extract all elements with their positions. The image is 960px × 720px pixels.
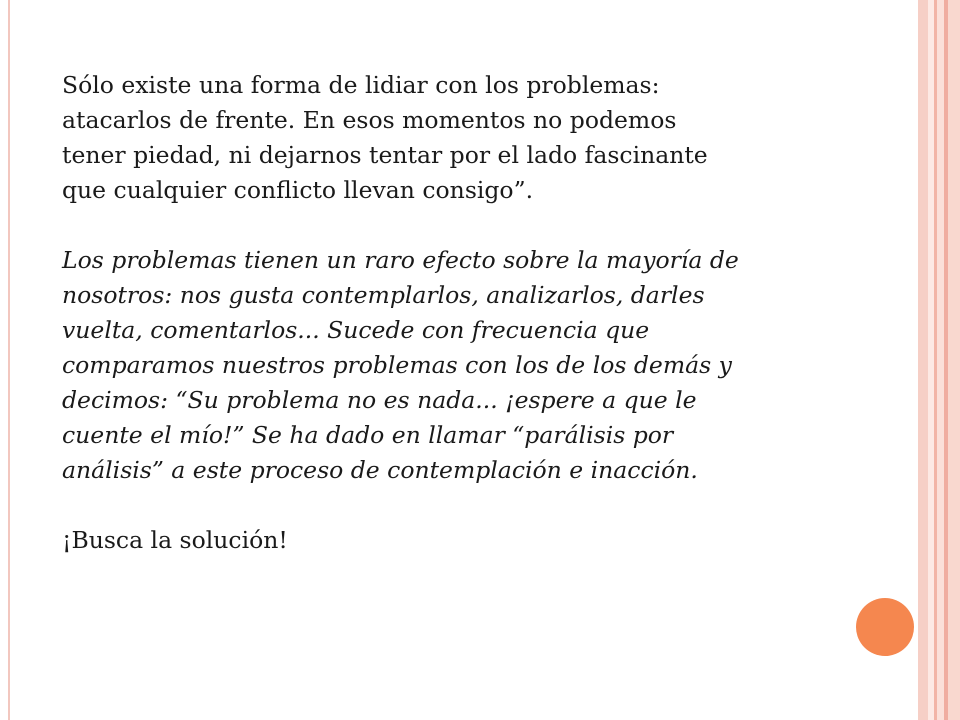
right-frame-stripe [948, 0, 960, 720]
right-frame-stripe [937, 0, 944, 720]
decorative-circle [856, 598, 914, 656]
paragraph-intro: Sólo existe una forma de lidiar con los problemas: atacarlos de frente. En esos momentos no podemos tener piedad, ni dejarnos tentar por el lado fascinante que cualquier conflicto llevan consigo”. [62, 71, 708, 204]
left-border-line [8, 0, 10, 720]
right-frame-stripe [918, 0, 928, 720]
slide-body [62, 68, 892, 558]
paragraph-call-to-action: ¡Busca la solución! [62, 526, 288, 554]
paragraph-italic: Los problemas tienen un raro efecto sobre la mayoría de nosotros: nos gusta contemplarlos, analizarlos, darles vuelta, comentarlos... Sucede con frecuencia que comparamos nuestros problemas con los de los demás y decimos: “Su problema no es nada... ¡espere a que le cuente el mío!” Se ha dado en llamar “parálisis por análisis” a este proceso de contemplación e inacción. [62, 246, 739, 484]
